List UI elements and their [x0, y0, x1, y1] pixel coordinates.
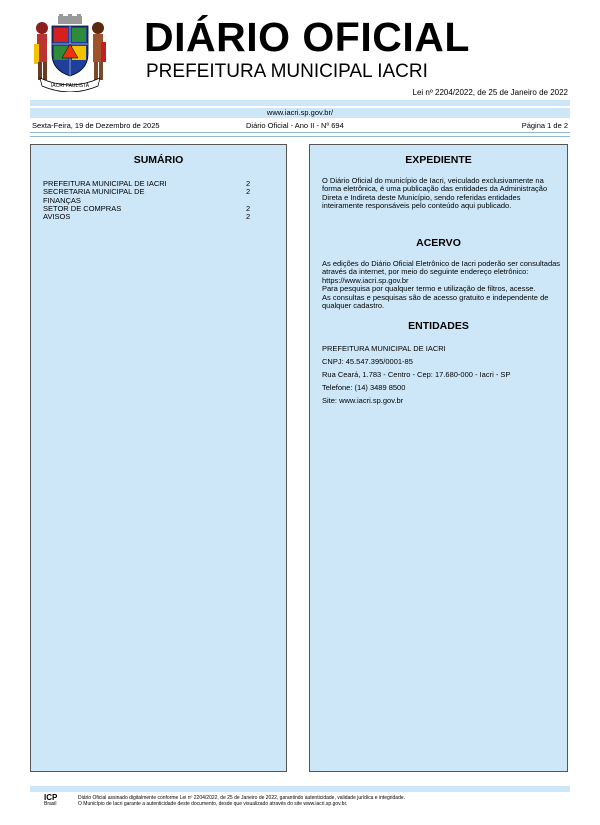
entity-site[interactable]: Site: www.iacri.sp.gov.br — [322, 396, 404, 405]
info-panel — [309, 144, 568, 772]
entity-phone: Telefone: (14) 3489 8500 — [322, 383, 406, 392]
summary-item[interactable] — [43, 205, 273, 213]
summary-item-label: PREFEITURA MUNICIPAL DE IACRI — [43, 179, 167, 188]
newspaper-title: DIÁRIO OFICIAL — [144, 14, 470, 60]
summary-item[interactable] — [43, 188, 273, 205]
header-divider — [30, 100, 570, 106]
footer-line-1: Diário Oficial assinado digitalmente conforme Lei nº 2204/2022, de 25 de Janeiro de 2022, garantindo autenticidade, validade jurídica e integridade. — [78, 795, 406, 801]
icp-logo-subtext: Brasil — [44, 801, 57, 807]
edition-meta-row — [30, 120, 570, 132]
entidades-title: ENTIDADES — [408, 320, 469, 332]
summary-item-page: 2 — [246, 212, 251, 222]
meta-divider-2 — [30, 136, 570, 137]
entity-name: PREFEITURA MUNICIPAL DE IACRI — [322, 344, 446, 353]
icp-brasil-logo — [44, 794, 66, 812]
acervo-text-1: As edições do Diário Oficial Eletrônico de Iacri poderão ser consultadas através da internet, por meio do seguinte endereço eletrônico: https://www.iacri.sp.gov.br — [322, 259, 561, 285]
summary-item-page: 2 — [246, 187, 251, 197]
law-reference: Lei nº 2204/2022, de 25 de Janeiro de 2022 — [412, 88, 568, 97]
page-indicator: Página 1 de 2 — [521, 121, 568, 130]
summary-item-page: 2 — [246, 203, 251, 213]
edition-number: Diário Oficial - Ano II - Nº 694 — [246, 121, 344, 130]
svg-text:IACRI PAULISTA: IACRI PAULISTA — [50, 83, 90, 89]
footer-line-2: O Município de Iacri garante a autenticidade deste documento, desde que visualizado através do site www.iacri.sp.gov.br. — [78, 801, 348, 807]
acervo-text-2: Para pesquisa por qualquer termo e utilização de filtros, acesse. — [322, 284, 536, 294]
summary-item-label: SETOR DE COMPRAS — [43, 203, 122, 213]
site-url[interactable]: www.iacri.sp.gov.br/ — [30, 108, 570, 118]
summary-item[interactable] — [43, 213, 273, 221]
footer-divider — [30, 786, 570, 792]
summary-panel — [30, 144, 287, 772]
summary-item-page: 2 — [246, 179, 251, 188]
acervo-text — [322, 260, 562, 310]
summary-item-label: AVISOS — [43, 212, 71, 222]
summary-item-label: SECRETARIA MUNICIPAL DE FINANÇAS — [43, 187, 145, 205]
acervo-title: ACERVO — [416, 237, 461, 249]
municipality-subtitle: PREFEITURA MUNICIPAL IACRI — [146, 61, 428, 82]
summary-list — [43, 180, 273, 221]
meta-divider — [30, 132, 570, 133]
acervo-text-3: As consultas e pesquisas são de acesso gratuito e independente de qualquer cadastro. — [322, 292, 549, 311]
entidades-details — [322, 342, 562, 407]
expediente-title: EXPEDIENTE — [405, 154, 472, 166]
entity-address: Rua Ceará, 1.783 - Centro - Cep: 17.680-000 - Iacri - SP — [322, 370, 511, 379]
icp-logo-text: ICP — [44, 793, 58, 802]
footer-text — [78, 795, 405, 807]
entity-cnpj: CNPJ: 45.547.395/0001-85 — [322, 357, 413, 366]
expediente-text: O Diário Oficial do município de Iacri, veiculado exclusivamente na forma eletrônica, é uma publicação das entidades da Administração Direta e Indireta deste Município, sendo referidas entidades inteiramente responsáveis pelo conteúdo aqui publicado. — [322, 176, 548, 211]
summary-title: SUMÁRIO — [133, 154, 184, 166]
municipal-crest-logo — [28, 14, 112, 92]
publication-date: Sexta-Feira, 19 de Dezembro de 2025 — [32, 121, 160, 130]
